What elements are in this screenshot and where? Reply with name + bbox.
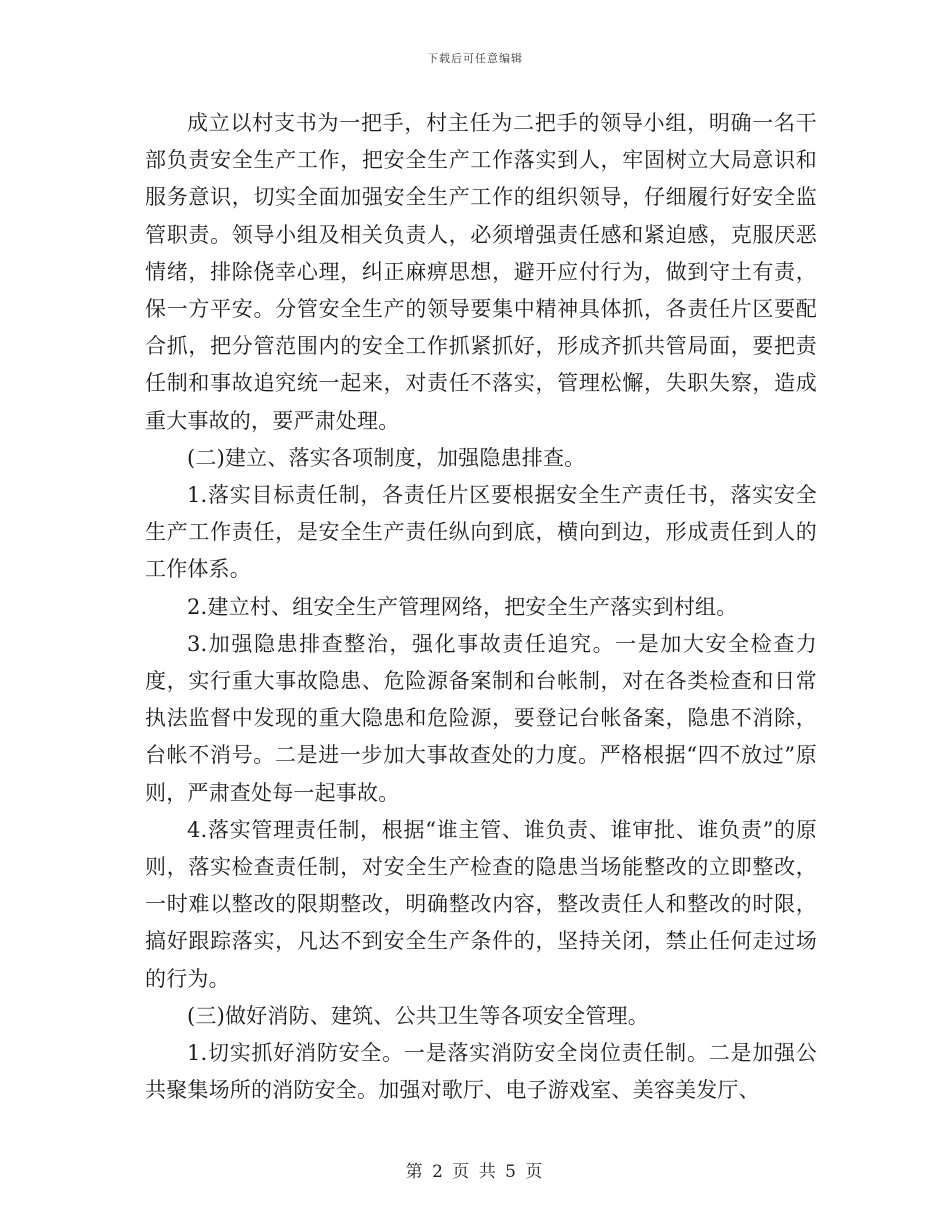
section-heading-2: (二)建立、落实各项制度，加强隐患排查。 (187, 445, 586, 470)
paragraph-item-1-target-responsibility: 1.落实目标责任制，各责任片区要根据安全生产责任书，落实安全生产工作责任，是安全生产责任纵向到底，横向到边，形成责任到人的工作体系。 (145, 483, 817, 582)
paragraph-item-4-management-responsibility: 4.落实管理责任制，根据“谁主管、谁负责、谁审批、谁负责”的原则，落实检查责任制，对安全生产检查的隐患当场能整改的立即整改，一时难以整改的限期整改，明确整改内容，整改责任人和整改的时限，搞好跟踪落实，凡达不到安全生产条件的，坚持关闭，禁止任何走过场的行为。 (145, 817, 817, 991)
paragraph-item-2-network: 2.建立村、组安全生产管理网络，把安全生产落实到村组。 (187, 594, 738, 619)
page-footer: 第 2 页 共 5 页 (405, 1162, 545, 1182)
paragraph-item-3-hazard-check: 3.加强隐患排查整治，强化事故责任追究。一是加大安全检查力度，实行重大事故隐患、危险源备案制和台帐制，对在各类检查和日常执法监督中发现的重大隐患和危险源，要登记台帐备案，隐患不消除，台帐不消号。二是进一步加大事故查处的力度。严格根据“四不放过”原则，严肃查处每一起事故。 (145, 631, 817, 805)
section-heading-3: (三)做好消防、建筑、公共卫生等各项安全管理。 (187, 1003, 649, 1028)
page-header: 下载后可任意编辑 (427, 52, 523, 65)
paragraph-leadership-group: 成立以村支书为一把手，村主任为二把手的领导小组，明确一名干部负责安全生产工作，把安全生产工作落实到人，牢固树立大局意识和服务意识，切实全面加强安全生产工作的组织领导，仔细履行好安全监管职责。领导小组及相关负责人，必须增强责任感和紧迫感，克服厌恶情绪，排除侥幸心理，纠正麻痹思想，避开应付行为，做到守土有责，保一方平安。分管安全生产的领导要集中精神具体抓，各责任片区要配合抓，把分管范围内的安全工作抓紧抓好，形成齐抓共管局面，要把责任制和事故追究统一起来，对责任不落实，管理松懈，失职失察，造成重大事故的，要严肃处理。 (145, 111, 817, 433)
paragraph-item-1-fire-safety: 1.切实抓好消防安全。一是落实消防安全岗位责任制。二是加强公共聚集场所的消防安全。加强对歌厅、电子游戏室、美容美发厅、 (145, 1041, 817, 1103)
document-body (145, 105, 817, 1109)
